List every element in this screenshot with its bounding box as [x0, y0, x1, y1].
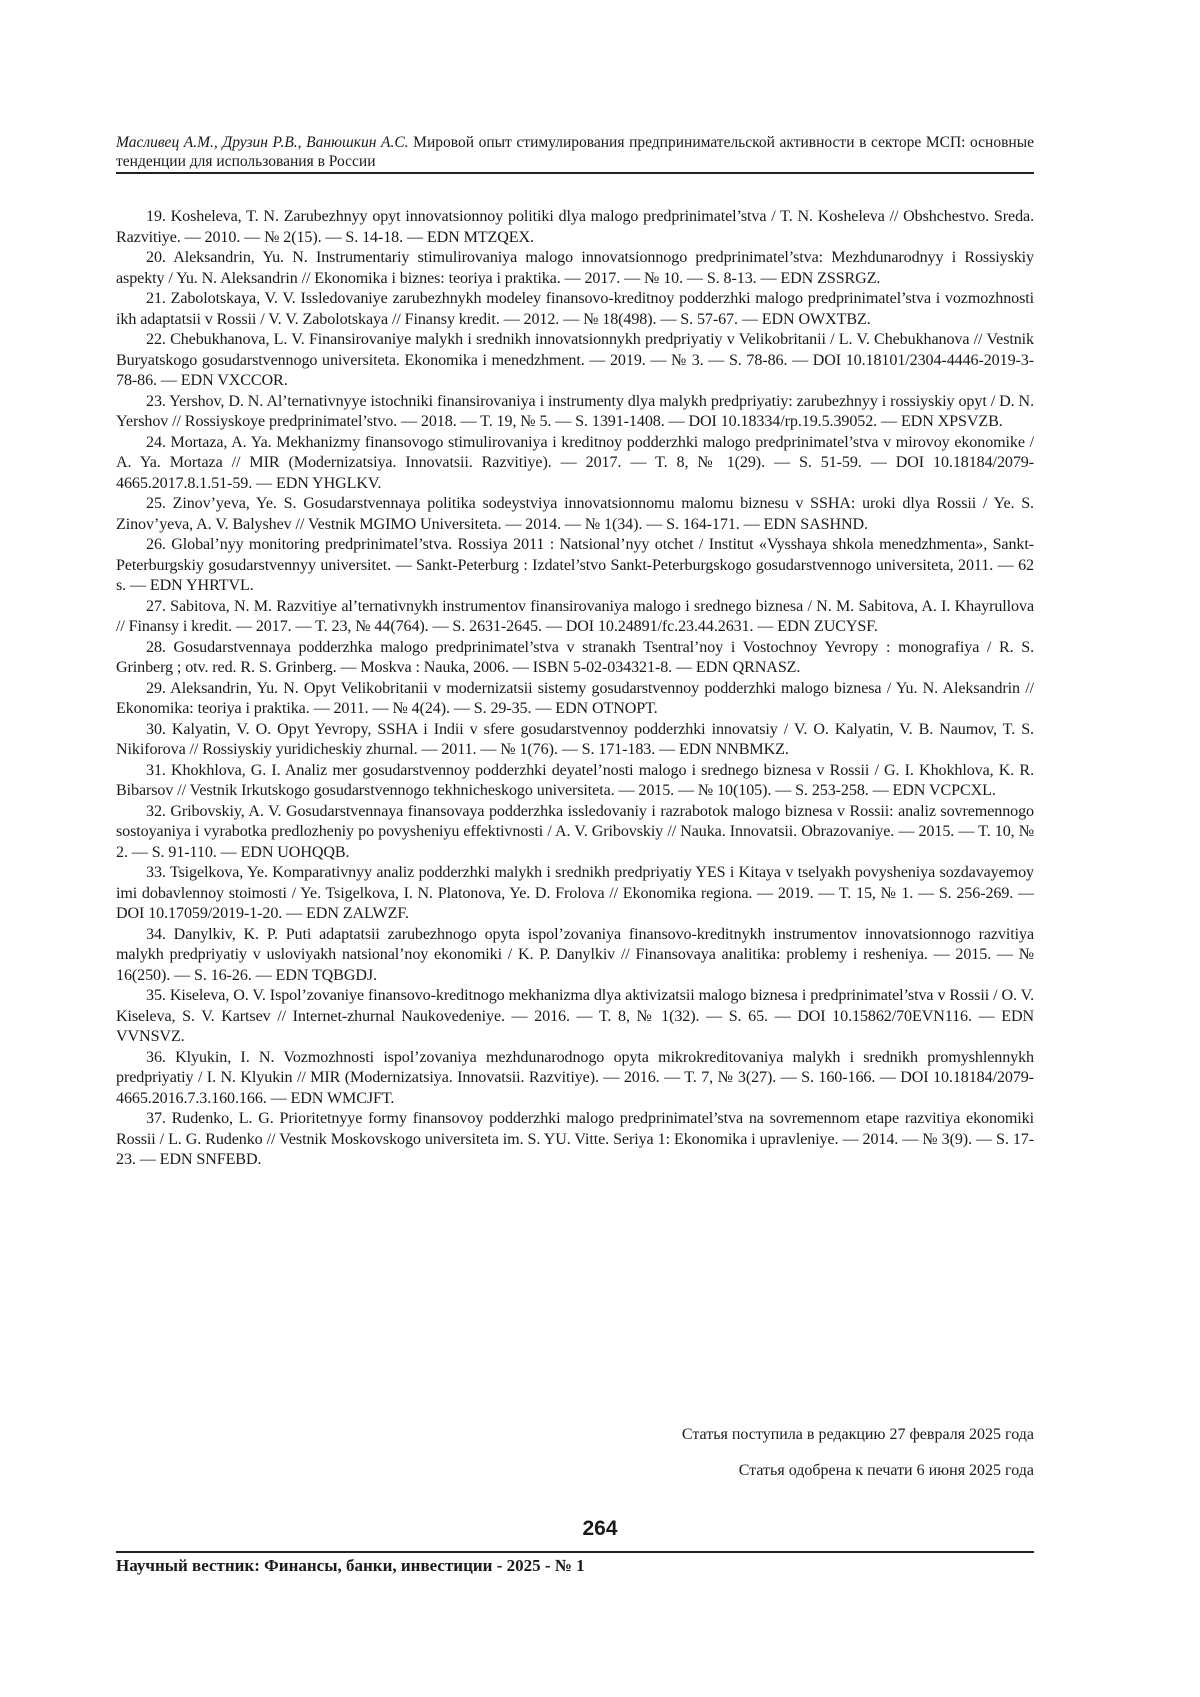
reference-item: 30. Kalyatin, V. O. Opyt Yevropy, SSHA i Indii v sfere gosudarstvennoy podderzhki innovatsiy / V. O. Kalyatin, V. B. Naumov, T. S. Nikiforova // Rossiyskiy yuridicheskiy zhurnal. — 2011. — № 1(76). — S. 171-183. — EDN NNBMKZ.: [116, 720, 1034, 758]
header-authors: Масливец А.М., Друзин Р.В., Ванюшкин А.С.: [116, 134, 409, 151]
reference-item: 19. Kosheleva, T. N. Zarubezhnyy opyt innovatsionnoy politiki dlya malogo predprinimatel’stva / T. N. Kosheleva // Obshchestvo. Sreda. Razvitiye. — 2010. — № 2(15). — S. 14-18. — EDN MTZQEX.: [116, 208, 1034, 246]
reference-item: 31. Khokhlova, G. I. Analiz mer gosudarstvennoy podderzhki deyatel’nosti malogo i srednego biznesa v Rossii / G. I. Khokhlova, K. R. Bibarsov // Vestnik Irkutskogo gosudarstvennogo tekhnicheskogo universiteta. — 2015. — № 10(105). — S. 253-258. — EDN VCPCXL.: [116, 761, 1034, 799]
reference-item: 27. Sabitova, N. M. Razvitiye al’ternativnykh instrumentov finansirovaniya malogo i srednego biznesa / N. M. Sabitova, A. I. Khayrullova // Finansy i kredit. — 2017. — T. 23, № 44(764). — S. 2631-2645. — DOI 10.24891/fc.23.44.2631. — EDN ZUCYSF.: [116, 597, 1034, 635]
reference-item: 35. Kiseleva, O. V. Ispol’zovaniye finansovo-kreditnogo mekhanizma dlya aktivizatsii malogo biznesa i predprinimatel’stva v Rossii / O. V. Kiseleva, S. V. Kartsev // Internet-zhurnal Naukovedeniye. — 2016. — T. 8, № 1(32). — S. 65. — DOI 10.15862/70EVN116. — EDN VVNSVZ.: [116, 987, 1034, 1045]
reference-list: [116, 207, 1034, 1171]
received-date: Статья поступила в редакцию 27 февраля 2025 года: [681, 1426, 1034, 1443]
reference-item: 23. Yershov, D. N. Al’ternativnyye istochniki finansirovaniya i instrumenty dlya malykh predpriyatiy: zarubezhnyy i rossiyskiy opyt / D. N. Yershov // Rossiyskoye predprinimatel’stvo. — 2018. — T. 19, № 5. — S. 1391-1408. — DOI 10.18334/rp.19.5.39052. — EDN XPSVZB.: [116, 392, 1034, 430]
reference-item: 29. Aleksandrin, Yu. N. Opyt Velikobritanii v modernizatsii sistemy gosudarstvennoy podderzhki malogo biznesa / Yu. N. Aleksandrin // Ekonomika: teoriya i praktika. — 2011. — № 4(24). — S. 29-35. — EDN OTNOPT.: [116, 679, 1034, 717]
footer-divider: [116, 1551, 1034, 1553]
reference-item: 26. Global’nyy monitoring predprinimatel’stva. Rossiya 2011 : Natsional’nyy otchet / Institut «Vysshaya shkola menedzhmenta», Sankt-Peterburgskiy gosudarstvennyy universitet. — Sankt-Peterburg : Izdatel’stvo Sankt-Peterburgskogo gosudarstvennogo universiteta, 2011. — 62 s. — EDN YHRTVL.: [116, 536, 1034, 594]
reference-item: 28. Gosudarstvennaya podderzhka malogo predprinimatel’stva v stranakh Tsentral’noy i Vostochnoy Yevropy : monografiya / R. S. Grinberg ; otv. red. R. S. Grinberg. — Moskva : Nauka, 2006. — ISBN 5-02-034321-8. — EDN QRNASZ.: [116, 638, 1034, 676]
reference-item: 21. Zabolotskaya, V. V. Issledovaniye zarubezhnykh modeley finansovo-kreditnoy podderzhki malogo predprinimatel’stva i vozmozhnosti ikh adaptatsii v Rossii / V. V. Zabolotskaya // Finansy kredit. — 2012. — № 18(498). — S. 57-67. — EDN OWXTBZ.: [116, 290, 1034, 328]
reference-item: 37. Rudenko, L. G. Prioritetnyye formy finansovoy podderzhki malogo predprinimatel’stva na sovremennom etape razvitiya ekonomiki Rossii / L. G. Rudenko // Vestnik Moskovskogo universiteta im. S. YU. Vitte. Seriya 1: Ekonomika i upravleniye. — 2014. — № 3(9). — S. 17-23. — EDN SNFEBD.: [116, 1110, 1034, 1168]
reference-item: 20. Aleksandrin, Yu. N. Instrumentariy stimulirovaniya malogo innovatsionnogo predprinimatel’stva: Mezhdunarodnyy i Rossiyskiy aspekty / Yu. N. Aleksandrin // Ekonomika i biznes: teoriya i praktika. — 2017. — № 10. — S. 8-13. — EDN ZSSRGZ.: [116, 249, 1034, 287]
reference-item: 33. Tsigelkova, Ye. Komparativnyy analiz podderzhki malykh i srednikh predpriyatiy YES i Kitaya v tselyakh povysheniya sozdavayemoy imi dobavlennoy stoimosti / Ye. Tsigelkova, I. N. Platonova, Ye. D. Frolova // Ekonomika regiona. — 2019. — T. 15, № 1. — S. 256-269. — DOI 10.17059/2019-1-20. — EDN ZALWZF.: [116, 864, 1034, 922]
reference-item: 32. Gribovskiy, A. V. Gosudarstvennaya finansovaya podderzhka issledovaniy i razrabotok malogo biznesa v Rossii: analiz sovremennogo sostoyaniya i vyrabotka predlozheniy po povysheniyu effektivnosti / A. V. Gribovskiy // Nauka. Innovatsii. Obrazovaniye. — 2015. — T. 10, № 2. — S. 91-110. — EDN UOHQQB.: [116, 802, 1034, 861]
article-dates: [116, 1425, 1034, 1481]
header-title: Мировой опыт стимулирования предпринимательской активности в секторе МСП: основные тенденции для использования в России: [116, 134, 1035, 170]
header-divider: [116, 172, 1034, 174]
reference-item: 36. Klyukin, I. N. Vozmozhnosti ispol’zovaniya mezhdunarodnogo opyta mikrokreditovaniya malykh i srednikh promyshlennykh predpriyatiy / I. N. Klyukin // MIR (Modernizatsiya. Innovatsii. Razvitiye). — 2016. — T. 7, № 3(27). — S. 160-166. — DOI 10.18184/2079-4665.2016.7.3.160.166. — EDN WMCJFT.: [116, 1048, 1034, 1107]
reference-item: 25. Zinov’yeva, Ye. S. Gosudarstvennaya politika sodeystviya innovatsionnomu malomu biznesu v SSHA: uroki dlya Rossii / Ye. S. Zinov’yeva, A. V. Balyshev // Vestnik MGIMO Universiteta. — 2014. — № 1(34). — S. 164-171. — EDN SASHND.: [116, 495, 1034, 533]
reference-item: 24. Mortaza, A. Ya. Mekhanizmy finansovogo stimulirovaniya i kreditnoy podderzhki malogo predprinimatel’stva v mirovoy ekonomike / A. Ya. Mortaza // MIR (Modernizatsiya. Innovatsii. Razvitiye). — 2017. — T. 8, № 1(29). — S. 51-59. — DOI 10.18184/2079-4665.2017.8.1.51-59. — EDN YHGLKV.: [116, 433, 1034, 492]
accepted-date: Статья одобрена к печати 6 июня 2025 года: [738, 1462, 1034, 1479]
running-header: [116, 133, 1034, 171]
reference-item: 34. Danylkiv, K. P. Puti adaptatsii zarubezhnogo opyta ispol’zovaniya finansovo-kreditnykh instrumentov innovatsionnogo razvitiya malykh predpriyatiy v usloviyakh natsional’noy ekonomiki / K. P. Danylkiv // Finansovaya analitika: problemy i resheniya. — 2015. — № 16(250). — S. 16-26. — EDN TQBGDJ.: [116, 925, 1034, 984]
reference-item: 22. Chebukhanova, L. V. Finansirovaniye malykh i srednikh innovatsionnykh predpriyatiy v Velikobritanii / L. V. Chebukhanova // Vestnik Buryatskogo gosudarstvennogo universiteta. Ekonomika i menedzhment. — 2019. — № 3. — S. 78-86. — DOI 10.18101/2304-4446-2019-3-78-86. — EDN VXCCOR.: [116, 331, 1034, 389]
page-number: 264: [582, 1517, 618, 1540]
journal-footer: Научный вестник: Финансы, банки, инвестиции - 2025 - № 1: [116, 1556, 585, 1575]
